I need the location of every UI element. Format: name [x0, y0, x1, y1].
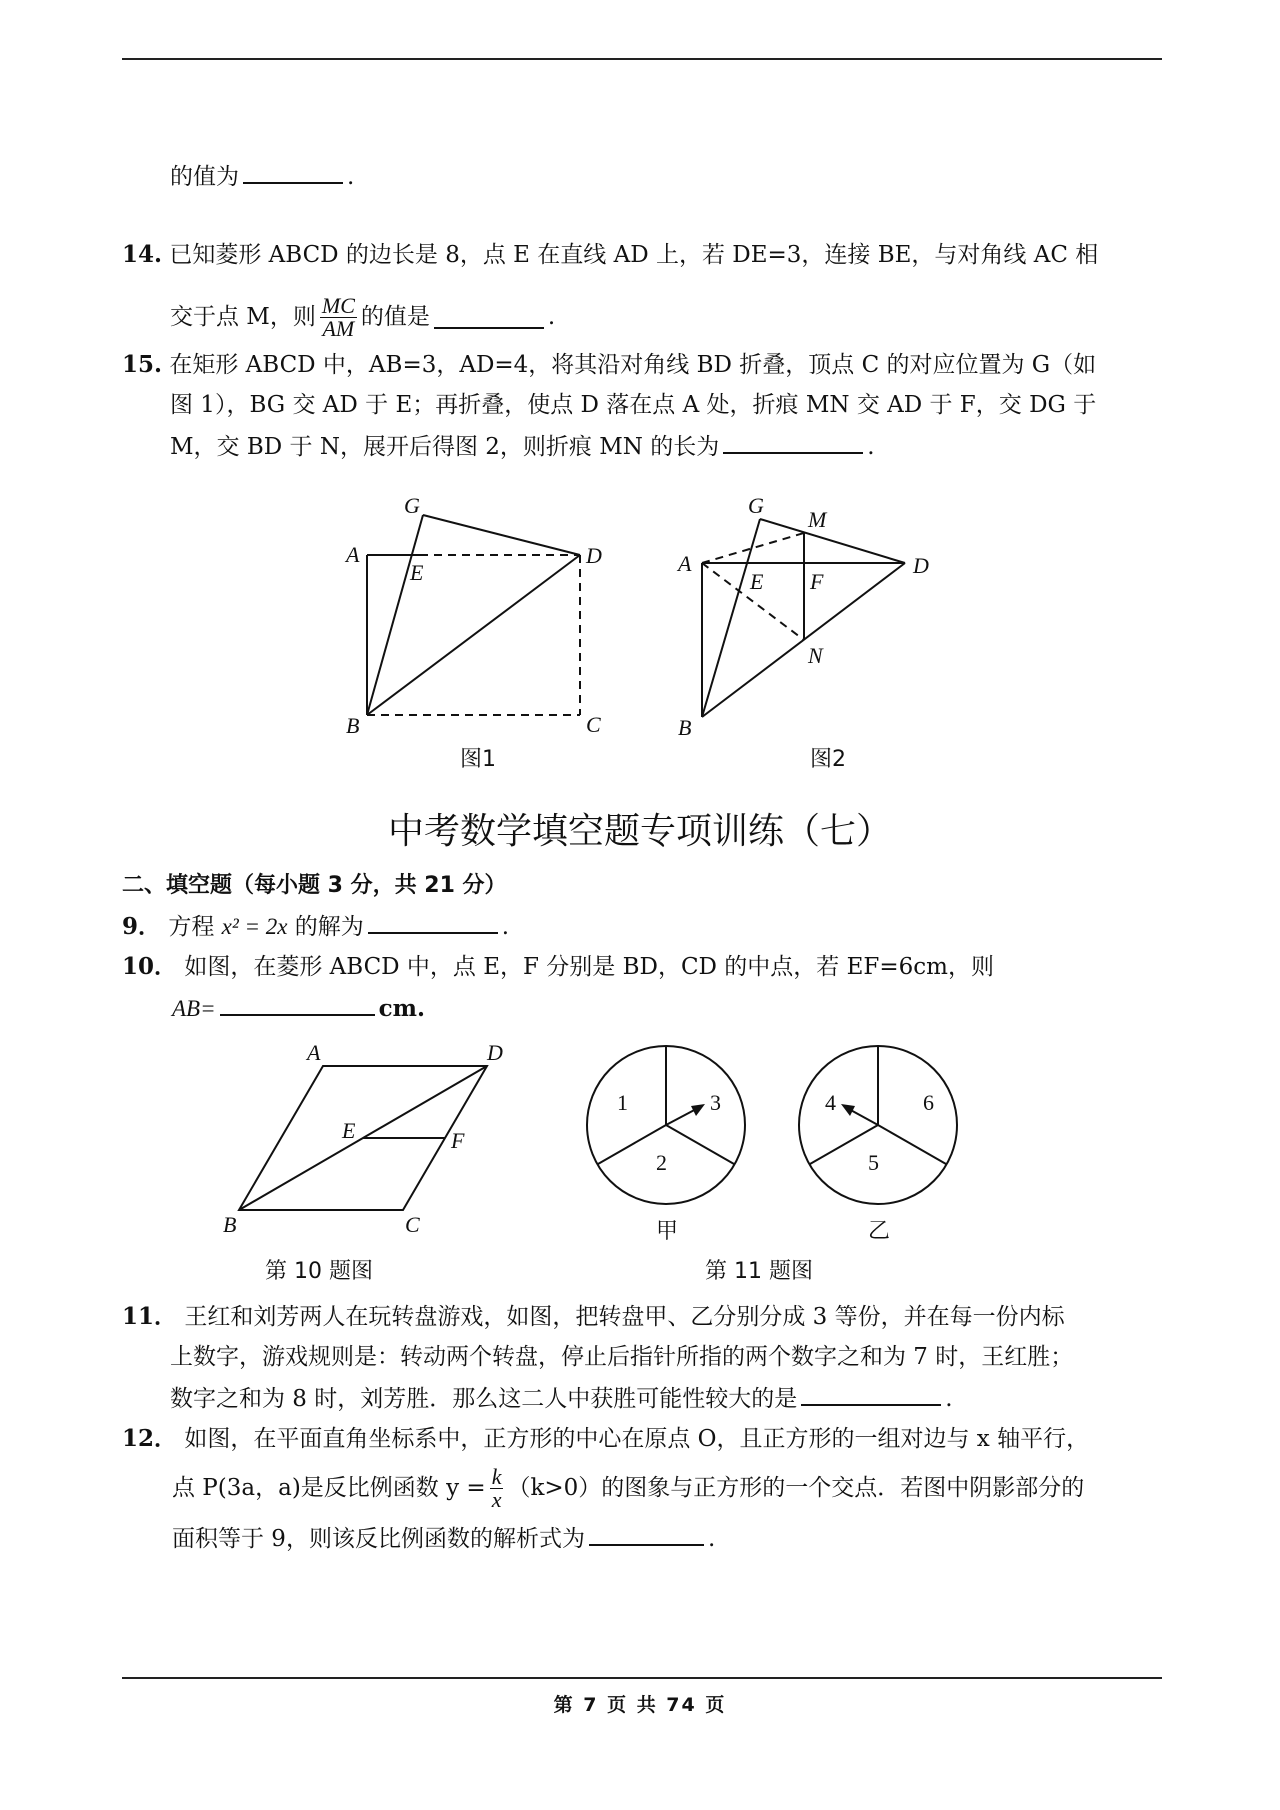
answer-blank[interactable]: [243, 160, 343, 184]
spinner-jia: [583, 1040, 753, 1250]
fig2-label-e: E: [750, 569, 764, 594]
answer-blank[interactable]: [434, 305, 544, 329]
fig2-label-n: N: [808, 643, 823, 668]
fig1-label-c: C: [586, 712, 601, 737]
fig1-label-e: E: [410, 560, 424, 585]
q11-line2: 上数字，游戏规则是：转动两个转盘，停止后指针所指的两个数字之和为 7 时，王红胜；: [170, 1344, 1074, 1370]
fig1-label-b: B: [346, 713, 360, 738]
fig10-label-b: B: [223, 1212, 237, 1237]
spinner-jia-label: 甲: [656, 1219, 679, 1244]
fig10-label-d: D: [487, 1040, 503, 1065]
figure-10: [215, 1040, 505, 1240]
answer-blank[interactable]: [723, 430, 863, 454]
answer-blank[interactable]: [368, 910, 498, 934]
figure-2: [670, 495, 960, 745]
yi-number-5: 5: [868, 1150, 879, 1175]
q12-fraction: $\frac{k}{x}$: [491, 1463, 502, 1512]
answer-blank[interactable]: [801, 1382, 941, 1406]
fig2-label-g: G: [748, 495, 764, 518]
figure-1: [340, 495, 620, 745]
fig10-label-f: F: [451, 1128, 465, 1153]
jia-number-3: 3: [710, 1090, 721, 1115]
fig2-label-f: F: [810, 569, 824, 594]
q15-line2: 图 1），BG 交 AD 于 E；再折叠，使点 D 落在点 A 处，折痕 MN 交 AD 于 F，交 DG 于: [170, 392, 1097, 418]
pointer-arrow-icon: [691, 1104, 705, 1116]
bottom-rule: [122, 1677, 1162, 1679]
q12-line1: 12． 如图，在平面直角坐标系中，正方形的中心在原点 O，且正方形的一组对边与 x 轴平行，: [122, 1425, 1090, 1452]
q15-line3: M，交 BD 于 N，展开后得图 2，则折痕 MN 的长为 .: [170, 430, 875, 462]
q10-line2: AB= cm.: [172, 992, 425, 1024]
fig2-label-a: A: [678, 551, 692, 576]
q15-line1: 15. 在矩形 ABCD 中，AB=3，AD=4，将其沿对角线 BD 折叠，顶点 C 的对应位置为 G（如: [122, 351, 1097, 378]
page-footer: 第 7 页 共 74 页: [553, 1694, 727, 1716]
q10-line1: 10． 如图，在菱形 ABCD 中，点 E，F 分别是 BD，CD 的中点，若 EF=6cm，则: [122, 953, 994, 980]
fig10-label-e: E: [342, 1118, 356, 1143]
q12-line3: 面积等于 9，则该反比例函数的解析式为 .: [172, 1522, 715, 1554]
fig11-caption: 第 11 题图: [705, 1259, 813, 1284]
fig2-label-b: B: [678, 715, 692, 740]
q14-fraction: $\frac{MC}{AM}$: [321, 292, 355, 341]
q14-line2: 交于点 M，则 $\frac{MC}{AM}$ 的值是 .: [170, 292, 556, 341]
q9-line: 9． 方程 x² = 2x 的解为 .: [122, 910, 509, 942]
jia-number-2: 2: [656, 1150, 667, 1175]
q12-line2: 点 P(3a，a)是反比例函数 y = $\frac{k}{x}$ （k>0）的图象与正方形的一个交点．若图中阴影部分的: [172, 1463, 1085, 1512]
yi-number-4: 4: [825, 1090, 836, 1115]
top-rule: [122, 58, 1162, 60]
fig1-label-g: G: [404, 495, 420, 518]
fig10-caption: 第 10 题图: [265, 1259, 373, 1284]
fig2-caption: 图2: [810, 747, 846, 772]
q9-equation: x² = 2x: [221, 914, 288, 939]
fig10-label-c: C: [405, 1212, 420, 1237]
answer-blank[interactable]: [220, 992, 375, 1016]
q13-tail: 的值为 .: [170, 160, 354, 192]
q11-line3: 数字之和为 8 时，刘芳胜．那么这二人中获胜可能性较大的是 .: [170, 1382, 953, 1414]
q11-line1: 11． 王红和刘芳两人在玩转盘游戏，如图，把转盘甲、乙分别分成 3 等份，并在每一份内标: [122, 1303, 1065, 1330]
answer-blank[interactable]: [589, 1522, 704, 1546]
jia-number-1: 1: [617, 1090, 628, 1115]
spinner-yi: [795, 1040, 965, 1250]
section-heading: 中考数学填空题专项训练（七）: [387, 811, 892, 852]
fig1-caption: 图1: [460, 747, 496, 772]
pointer-arrow-icon: [841, 1104, 855, 1116]
fig2-label-d: D: [913, 553, 929, 578]
section-title: 二、填空题（每小题 3 分，共 21 分）: [122, 873, 507, 898]
fig2-label-m: M: [808, 507, 827, 532]
spinner-yi-label: 乙: [868, 1219, 891, 1244]
q14-line1: 14. 已知菱形 ABCD 的边长是 8，点 E 在直线 AD 上，若 DE=3，连接 BE，与对角线 AC 相: [122, 241, 1099, 268]
fig1-label-a: A: [346, 542, 360, 567]
fig10-label-a: A: [307, 1040, 321, 1065]
fig1-label-d: D: [586, 543, 602, 568]
yi-number-6: 6: [923, 1090, 934, 1115]
